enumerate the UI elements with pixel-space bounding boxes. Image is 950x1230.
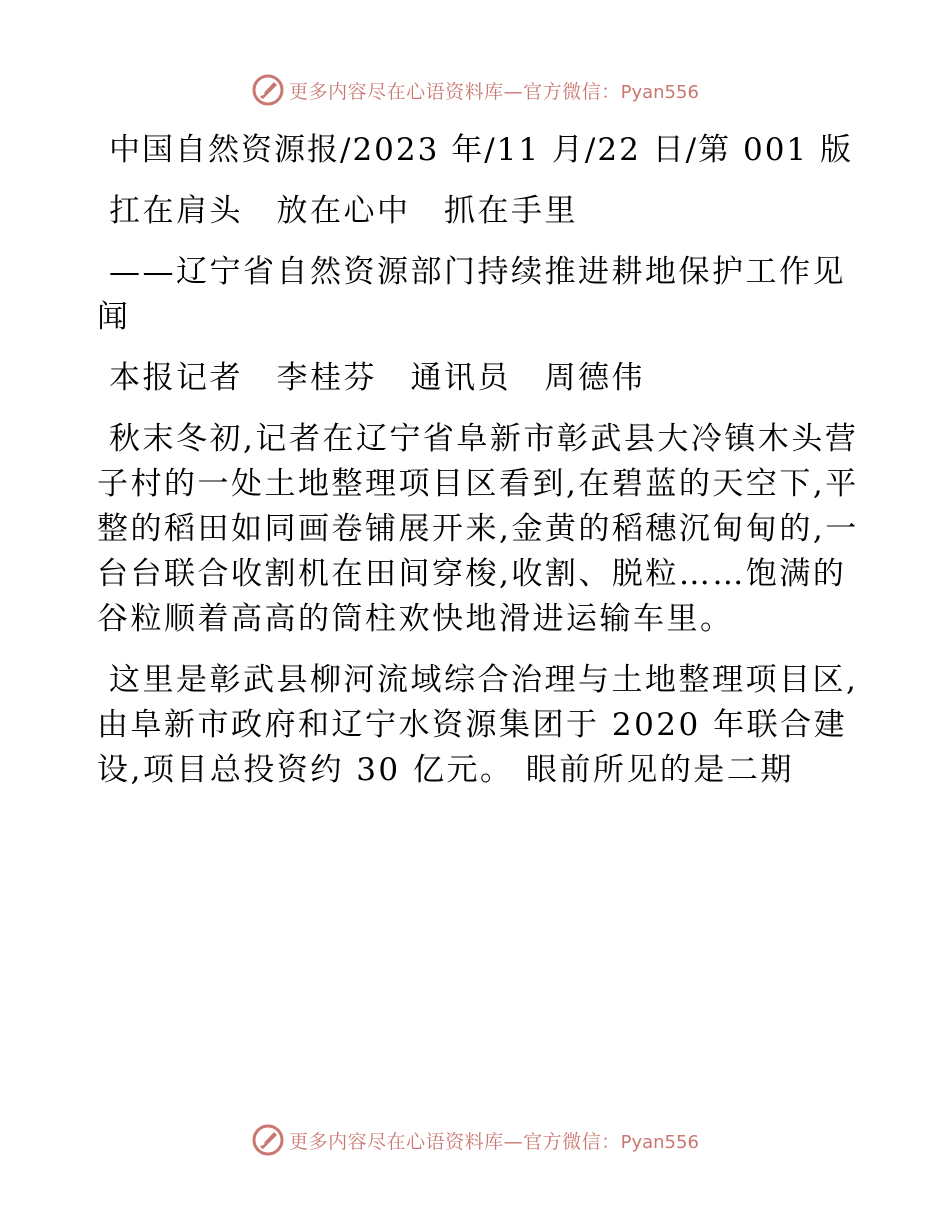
article-paragraph: 秋末冬初,记者在辽宁省阜新市彰武县大冷镇木头营子村的一处土地整理项目区看到,在碧蓝的天空下,平整的稻田如同画卷铺展开来,金黄的稻穗沉甸甸的,一台台联合收割机在田间穿梭,收割、脱粒……饱满的谷粒顺着高高的筒柱欢快地滑进运输车里。	[97, 421, 859, 637]
article-byline: 本报记者 李桂芬 通讯员 周德伟	[109, 360, 645, 396]
article-body	[97, 128, 867, 809]
article-source: 中国自然资源报/2023 年/11 月/22 日/第 001 版	[109, 132, 854, 168]
article-subtitle: ——辽宁省自然资源部门持续推进耕地保护工作见闻	[97, 254, 846, 335]
watermark-footer	[0, 1120, 950, 1160]
watermark-header	[0, 70, 950, 110]
red-seal-quill-icon	[251, 1123, 285, 1157]
article-title: 扛在肩头 放在心中 抓在手里	[109, 193, 578, 229]
watermark-text: 更多内容尽在心语资料库—官方微信：Pyan556	[289, 1130, 699, 1153]
article-paragraph: 这里是彰武县柳河流域综合治理与土地整理项目区,由阜新市政府和辽宁水资源集团于 2020 年联合建设,项目总投资约 30 亿元。 眼前所见的是二期	[97, 662, 859, 788]
watermark-text: 更多内容尽在心语资料库—官方微信：Pyan556	[289, 80, 699, 103]
red-seal-quill-icon	[251, 73, 285, 107]
